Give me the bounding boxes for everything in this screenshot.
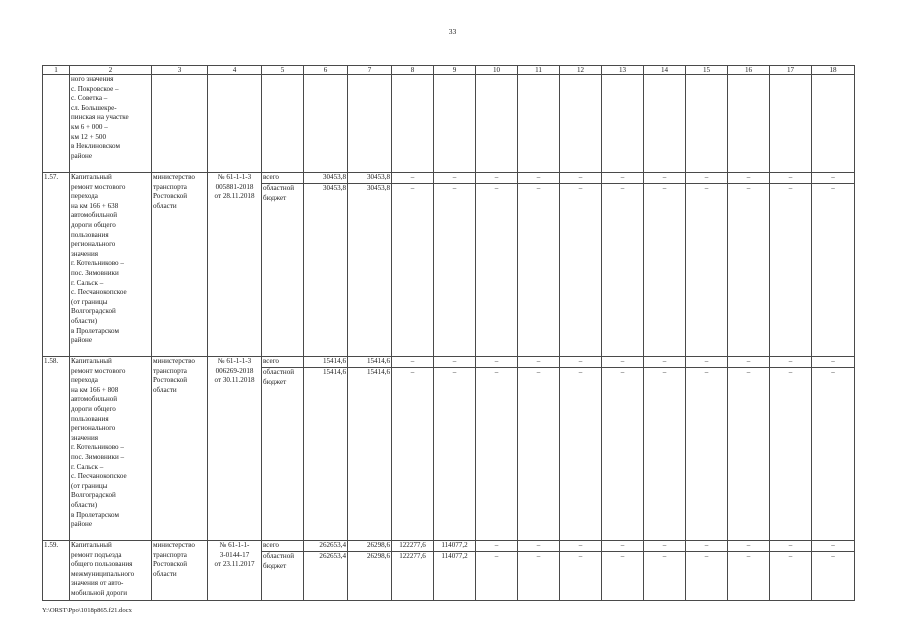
organization-line: транспорта	[153, 182, 187, 191]
budget-table	[42, 65, 855, 601]
document-line: № 61-1-1-3	[217, 357, 252, 365]
amount-year-2: 122277,6	[392, 541, 434, 552]
column-number: 7	[348, 66, 392, 75]
organization-cell	[152, 357, 208, 541]
object-name-line: районе	[71, 151, 92, 160]
dash-cell: –	[602, 552, 644, 601]
document-line: № 61-1-1-3	[217, 173, 252, 181]
amount-year-1: 15414,6	[348, 368, 392, 541]
object-name-line: км 6 + 000 –	[71, 122, 108, 131]
dash-cell: –	[476, 541, 518, 552]
column-number-row	[43, 66, 855, 75]
dash-cell: –	[560, 368, 602, 541]
dash-cell: –	[728, 357, 770, 368]
file-path-footer: Y:\ORST\Ppo\1018p865.f21.docx	[42, 607, 132, 614]
document-line: от 30.11.2018	[214, 376, 255, 385]
dash-cell: –	[812, 552, 855, 601]
column-number: 8	[392, 66, 434, 75]
object-name-line: с. Песчанокопское	[71, 288, 127, 297]
object-name-line: г. Котельниково –	[71, 259, 124, 268]
dash-cell: –	[728, 184, 770, 357]
column-number: 5	[262, 66, 304, 75]
object-name-line: (от границы	[71, 481, 108, 490]
object-name-line: ремонт мостового	[71, 366, 126, 375]
object-name-line: пользования	[71, 230, 109, 239]
object-name-line: г. Сальск –	[71, 278, 104, 287]
object-name-line: перехода	[71, 376, 98, 385]
column-number: 2	[70, 66, 152, 75]
object-name-line: г. Котельниково –	[71, 443, 124, 452]
amount-total: 262653,4	[304, 541, 348, 552]
object-name-line: пользования	[71, 414, 109, 423]
dash-cell: –	[812, 368, 855, 541]
object-name-line: в Пролетарском	[71, 326, 119, 335]
dash-cell: –	[812, 173, 855, 184]
object-name-line: на км 166 + 638	[71, 201, 119, 210]
amount-year-1: 26298,6	[348, 552, 392, 601]
object-name-line: с. Советка –	[71, 94, 108, 103]
document-line: № 61-1-1-	[219, 541, 250, 549]
object-name-line: в Пролетарском	[71, 510, 119, 519]
dash-cell: –	[770, 541, 812, 552]
object-name-line: значения	[71, 249, 99, 258]
object-name-line: общего пользования	[71, 560, 133, 569]
dash-cell: –	[644, 368, 686, 541]
column-number: 9	[434, 66, 476, 75]
object-name-line: Волгоградской	[71, 307, 116, 316]
dash-cell: –	[518, 541, 560, 552]
object-name-line: межмуниципального	[71, 569, 135, 578]
amount-year-2: –	[392, 173, 434, 184]
funding-source: областной бюджет	[262, 368, 304, 541]
dash-cell: –	[644, 357, 686, 368]
dash-cell: –	[476, 173, 518, 184]
object-name-line: Волгоградской	[71, 491, 116, 500]
column-number: 13	[602, 66, 644, 75]
dash-cell: –	[476, 184, 518, 357]
object-name-line: пос. Зимовники	[71, 268, 119, 277]
object-name-line: ного значения	[71, 75, 114, 83]
organization-cell	[152, 173, 208, 357]
organization-line: Ростовской	[153, 192, 188, 201]
page-number: 33	[448, 27, 457, 36]
object-name-line: области)	[71, 316, 98, 325]
column-number: 15	[686, 66, 728, 75]
amount-year-1: 30453,8	[348, 173, 392, 184]
dash-cell: –	[644, 552, 686, 601]
dash-cell: –	[644, 541, 686, 552]
document-line: от 23.11.2017	[214, 560, 255, 569]
document-line: 006269-2018	[215, 366, 254, 375]
dash-cell: –	[770, 357, 812, 368]
amount-year-1: 30453,8	[348, 184, 392, 357]
amount-year-3: –	[434, 357, 476, 368]
amount-year-1: 15414,6	[348, 357, 392, 368]
object-name-line: (от границы	[71, 297, 108, 306]
column-number: 3	[152, 66, 208, 75]
object-name-line: регионального	[71, 424, 116, 433]
dash-cell: –	[476, 357, 518, 368]
dash-cell: –	[518, 184, 560, 357]
funding-source: областной бюджет	[262, 552, 304, 601]
object-name-line: автомобильной	[71, 395, 118, 404]
object-name-line: на км 166 + 808	[71, 385, 119, 394]
column-number: 12	[560, 66, 602, 75]
object-name-line: ремонт подъезда	[71, 550, 122, 559]
row-number: 1.57.	[43, 173, 70, 357]
dash-cell: –	[686, 173, 728, 184]
object-name-line: пинская на участке	[71, 113, 129, 122]
object-name-line: г. Сальск –	[71, 462, 104, 471]
object-name-line: дороги общего	[71, 220, 116, 229]
dash-cell: –	[812, 357, 855, 368]
object-name-line: пос. Зимовники –	[71, 452, 125, 461]
dash-cell: –	[518, 173, 560, 184]
organization-line: области	[153, 569, 177, 578]
column-number: 17	[770, 66, 812, 75]
column-number: 1	[43, 66, 70, 75]
object-name-line: мобильной дороги	[71, 588, 128, 597]
organization-line: области	[153, 385, 177, 394]
row-number: 1.59.	[43, 541, 70, 601]
column-number: 11	[518, 66, 560, 75]
object-name-line: перехода	[71, 192, 98, 201]
funding-source: областной бюджет	[262, 184, 304, 357]
dash-cell: –	[728, 541, 770, 552]
dash-cell: –	[560, 173, 602, 184]
row-number: 1.58.	[43, 357, 70, 541]
organization-line: области	[153, 201, 177, 210]
dash-cell: –	[728, 552, 770, 601]
dash-cell: –	[812, 184, 855, 357]
column-number: 14	[644, 66, 686, 75]
dash-cell: –	[686, 541, 728, 552]
document-line: 005881-2018	[215, 182, 254, 191]
organization-cell	[152, 541, 208, 601]
amount-total: 30453,8	[304, 184, 348, 357]
continued-row	[43, 75, 855, 173]
dash-cell: –	[602, 173, 644, 184]
dash-cell: –	[728, 173, 770, 184]
amount-year-2: –	[392, 184, 434, 357]
object-name-line: с. Покровское –	[71, 84, 119, 93]
table-row	[43, 541, 855, 552]
amount-total: 15414,6	[304, 368, 348, 541]
table-row	[43, 173, 855, 184]
column-number: 16	[728, 66, 770, 75]
dash-cell: –	[644, 184, 686, 357]
organization-line: министерство	[153, 357, 195, 365]
column-number: 10	[476, 66, 518, 75]
dash-cell: –	[518, 368, 560, 541]
amount-year-3: 114077,2	[434, 552, 476, 601]
document-line: от 28.11.2018	[214, 192, 255, 201]
amount-year-2: –	[392, 357, 434, 368]
amount-year-3: –	[434, 368, 476, 541]
dash-cell: –	[770, 552, 812, 601]
organization-line: транспорта	[153, 550, 187, 559]
object-name-line: Капитальный	[71, 173, 112, 181]
object-name-cell	[70, 173, 152, 357]
object-name-line: районе	[71, 336, 92, 345]
document-cell	[208, 541, 262, 601]
document-cell	[208, 173, 262, 357]
dash-cell: –	[644, 173, 686, 184]
dash-cell: –	[770, 184, 812, 357]
object-name-line: значения	[71, 433, 99, 442]
amount-year-1: 26298,6	[348, 541, 392, 552]
object-name-cell	[70, 541, 152, 601]
document-cell	[208, 357, 262, 541]
organization-line: министерство	[153, 173, 195, 181]
object-name-cell	[70, 75, 152, 173]
object-name-line: значения от авто-	[71, 579, 124, 588]
object-name-line: автомобильной	[71, 211, 118, 220]
dash-cell: –	[686, 368, 728, 541]
dash-cell: –	[602, 184, 644, 357]
dash-cell: –	[560, 552, 602, 601]
dash-cell: –	[686, 184, 728, 357]
dash-cell: –	[476, 368, 518, 541]
funding-source: всего	[262, 173, 304, 184]
dash-cell: –	[602, 541, 644, 552]
object-name-line: сл. Большекре-	[71, 103, 117, 112]
table-row	[43, 357, 855, 368]
organization-line: Ростовской	[153, 560, 188, 569]
object-name-line: Капитальный	[71, 541, 112, 549]
amount-total: 262653,4	[304, 552, 348, 601]
organization-line: транспорта	[153, 366, 187, 375]
organization-line: Ростовской	[153, 376, 188, 385]
funding-source: всего	[262, 357, 304, 368]
amount-total: 15414,6	[304, 357, 348, 368]
column-number: 4	[208, 66, 262, 75]
amount-year-2: 122277,6	[392, 552, 434, 601]
dash-cell: –	[560, 357, 602, 368]
amount-year-2: –	[392, 368, 434, 541]
dash-cell: –	[812, 541, 855, 552]
object-name-line: районе	[71, 520, 92, 529]
column-number: 18	[812, 66, 855, 75]
amount-year-3: 114077,2	[434, 541, 476, 552]
dash-cell: –	[602, 368, 644, 541]
object-name-cell	[70, 357, 152, 541]
dash-cell: –	[728, 368, 770, 541]
dash-cell: –	[686, 552, 728, 601]
object-name-line: дороги общего	[71, 404, 116, 413]
dash-cell: –	[770, 173, 812, 184]
funding-source: всего	[262, 541, 304, 552]
dash-cell: –	[602, 357, 644, 368]
dash-cell: –	[770, 368, 812, 541]
amount-total: 30453,8	[304, 173, 348, 184]
organization-line: министерство	[153, 541, 195, 549]
column-number: 6	[304, 66, 348, 75]
object-name-line: км 12 + 500	[71, 132, 106, 141]
object-name-line: области)	[71, 500, 98, 509]
object-name-line: в Неклиновском	[71, 142, 120, 151]
dash-cell: –	[560, 541, 602, 552]
amount-year-3: –	[434, 184, 476, 357]
document-line: 3-0144-17	[219, 550, 250, 559]
object-name-line: с. Песчанокопское	[71, 472, 127, 481]
dash-cell: –	[686, 357, 728, 368]
object-name-line: ремонт мостового	[71, 182, 126, 191]
object-name-line: Капитальный	[71, 357, 112, 365]
amount-year-3: –	[434, 173, 476, 184]
object-name-line: регионального	[71, 240, 116, 249]
dash-cell: –	[560, 184, 602, 357]
dash-cell: –	[476, 552, 518, 601]
dash-cell: –	[518, 357, 560, 368]
dash-cell: –	[518, 552, 560, 601]
